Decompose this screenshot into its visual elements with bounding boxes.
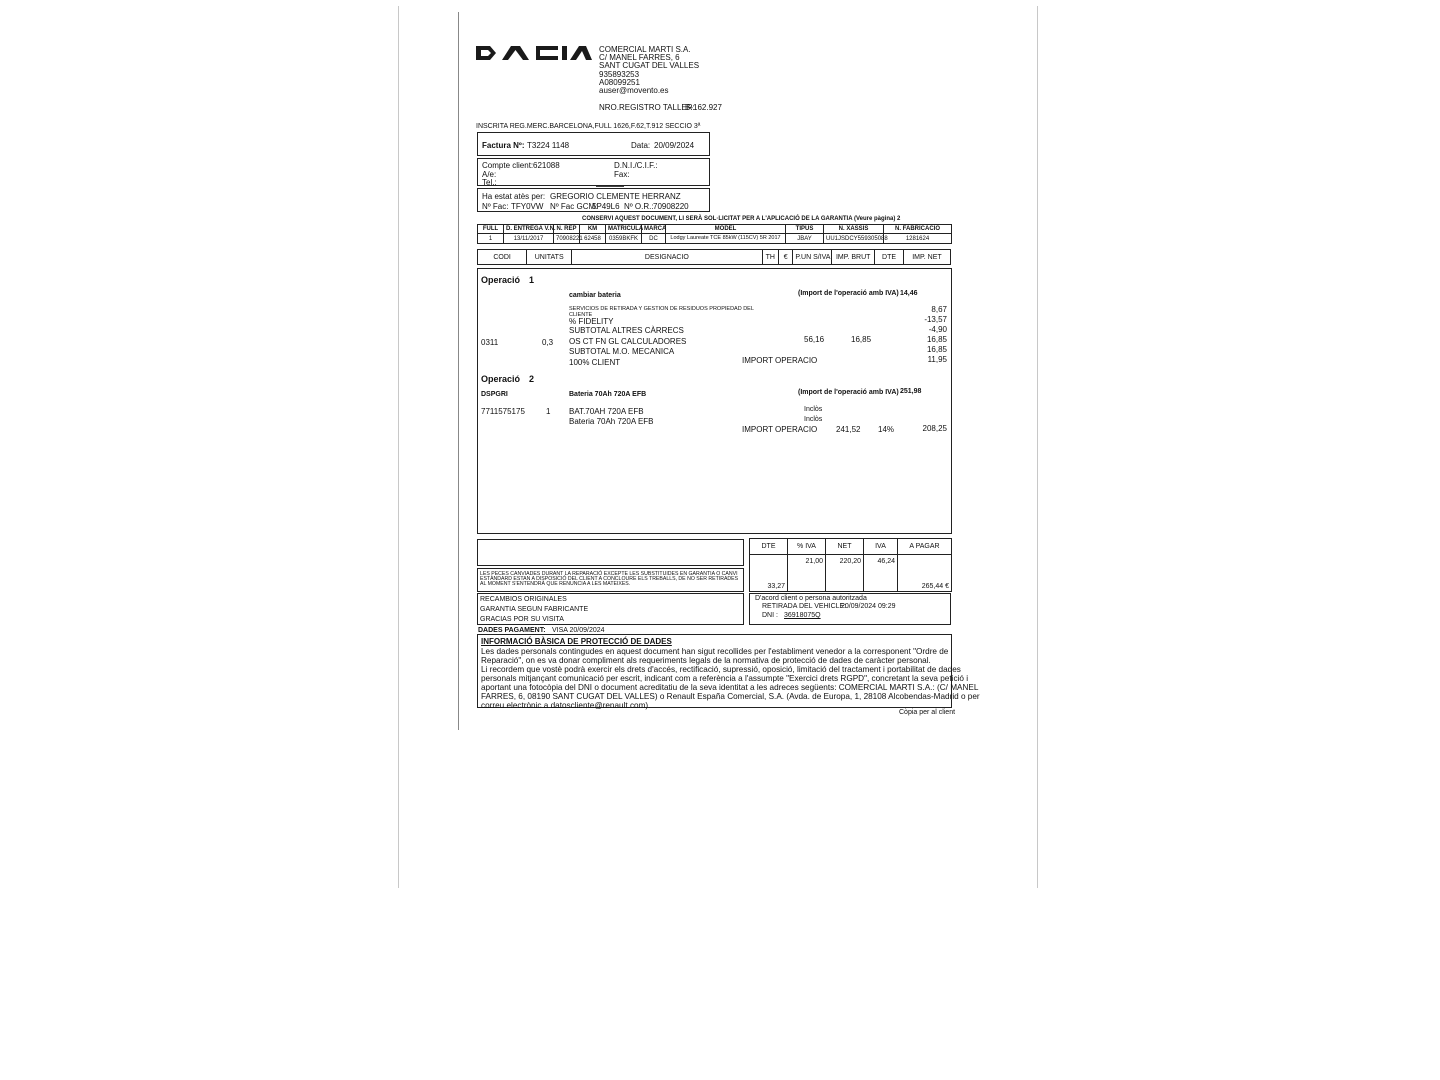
page-left-edge bbox=[398, 6, 399, 888]
op1-num: 1 bbox=[529, 275, 535, 285]
vehicle-value: UU1JSDCY559305088 bbox=[824, 234, 884, 244]
privacy-line: FARRES, 6, 08190 SANT CUGAT DEL VALLES) o Renault España Comercial, S.A. (Avda. de Europa, 1, 28108 Alcobendas-Madrid o per bbox=[481, 692, 980, 701]
op1-pun: 56,16 bbox=[804, 335, 825, 344]
vehicle-header: MARCA bbox=[642, 225, 666, 234]
op2-import-op-label: IMPORT OPERACIO bbox=[742, 425, 818, 434]
dacia-logo bbox=[474, 45, 592, 66]
op1-client100: 100% CLIENT bbox=[569, 358, 621, 367]
company-line: 935893253 bbox=[599, 70, 640, 79]
observations-box bbox=[477, 539, 744, 566]
pickup-dni-value: 36918075Q bbox=[784, 612, 821, 619]
op1-net: -13,57 bbox=[924, 315, 947, 324]
totals-table bbox=[749, 538, 952, 592]
op1-servicios: SERVICIOS DE RETIRADA Y GESTION DE RESIDUOS PROPIEDAD DEL bbox=[569, 306, 754, 312]
ates-value: GREGORIO CLEMENTE HERRANZ bbox=[550, 192, 681, 201]
op2-import-value: 251,98 bbox=[900, 388, 922, 395]
warranty-notice: CONSERVI AQUEST DOCUMENT, LI SERÀ SOL·LICITAT PER A L'APLICACIÓ DE LA GARANTIA (Veure pàgina) 2 bbox=[582, 216, 901, 222]
op1-subtotal-altres: SUBTOTAL ALTRES CÀRRECS bbox=[569, 326, 684, 335]
privacy-line: correu electrònic a datoscliente@renault.com). bbox=[481, 701, 651, 710]
column-header: IMP. BRUT bbox=[832, 250, 875, 265]
op1-brut: 16,85 bbox=[851, 335, 872, 344]
op2-inclos: Inclòs bbox=[804, 406, 823, 413]
op1-import-label: (Import de l'operació amb IVA) bbox=[798, 290, 899, 297]
op2-import-label: (Import de l'operació amb IVA) bbox=[798, 389, 899, 396]
vehicle-header: N. XASSIS bbox=[824, 225, 884, 234]
company-line: auser@movento.es bbox=[599, 86, 669, 95]
privacy-line: personals mitjançant comunicació per escrit, indicant com a referència a l'assumpte "Exercici drets RGPD", concretant la seva petició i bbox=[481, 674, 969, 683]
totals-header: A PAGAR bbox=[898, 539, 952, 555]
column-header: DTE bbox=[875, 250, 904, 265]
op1-os-label: OS CT FN GL CALCULADORES bbox=[569, 337, 687, 346]
tel-label: Tel.: bbox=[482, 178, 497, 187]
retirada-label: RETIRADA DEL VEHICLE: bbox=[762, 603, 847, 610]
peces-text: AL MOMENT S'ENTENDRÀ QUE RENUNCIA A LES MATEIXES. bbox=[480, 581, 631, 587]
op2-net: 208,25 bbox=[922, 424, 947, 433]
company-line: C/ MANEL FARRES, 6 bbox=[599, 53, 680, 62]
op1-servicios: CLIENTE bbox=[569, 312, 593, 318]
op1-fidelity: % FIDELITY bbox=[569, 317, 614, 326]
op2-item: Bateria 70Ah 720A EFB bbox=[569, 417, 654, 426]
totals-header-row bbox=[750, 539, 952, 555]
vehicle-header: D. ENTREGA V.N. bbox=[504, 225, 554, 234]
totals-net: 220,20 bbox=[826, 555, 864, 592]
op1-net: -4,90 bbox=[928, 325, 947, 334]
totals-a-pagar: 265,44 € bbox=[898, 555, 952, 592]
op2-brut: 241,52 bbox=[836, 425, 861, 434]
payment-value: VISA 20/09/2024 bbox=[552, 627, 605, 634]
op1-desc: cambiar bateria bbox=[569, 292, 621, 299]
vehicle-header: N. FABRICACIO bbox=[884, 225, 952, 234]
column-header: IMP. NET bbox=[903, 250, 950, 265]
totals-header: DTE bbox=[750, 539, 788, 555]
privacy-line: aportant una fotocòpia del DNI o document acreditatiu de la seva identitat a les adreces següents: COMERCIAL MARTI S.A.: (C/ MANEL bbox=[481, 683, 979, 692]
totals-header: IVA bbox=[864, 539, 898, 555]
vehicle-value: 70908221 bbox=[554, 234, 580, 244]
vehicle-value: Lodgy Laureate TCE 85kW (115CV) 5R 2017 bbox=[666, 234, 786, 244]
nfacgcm-value: 5P49L6 bbox=[592, 202, 620, 211]
nfacgcm-label: Nº Fac GCM: bbox=[550, 202, 598, 211]
column-header: UNITATS bbox=[527, 250, 572, 265]
op1-subtotal-mo: SUBTOTAL M.O. MECANICA bbox=[569, 347, 675, 356]
op1-unitats: 0,3 bbox=[542, 338, 554, 347]
vehicle-value: 1 bbox=[478, 234, 504, 244]
vehicle-value: 62458 bbox=[580, 234, 606, 244]
column-header: € bbox=[778, 250, 792, 265]
registro-label: NRO.REGISTRO TALLER: bbox=[599, 103, 695, 112]
vehicle-value: 13/11/2017 bbox=[504, 234, 554, 244]
totals-iva-pct: 21,00 bbox=[788, 555, 826, 592]
factura-value: T3224 1148 bbox=[527, 141, 570, 150]
dni-label: D.N.I./C.I.F.: bbox=[614, 161, 658, 170]
company-line: A08099251 bbox=[599, 78, 640, 87]
op1-net: 11,95 bbox=[927, 355, 947, 364]
privacy-line: Les dades personals contingudes en aquest document han sigut recollides per l'establiment venedor a la corresponent "Ordre de bbox=[481, 647, 949, 656]
vehicle-header: KM bbox=[580, 225, 606, 234]
company-line: COMERCIAL MARTI S.A. bbox=[599, 45, 691, 54]
op2-num: 2 bbox=[529, 374, 535, 384]
privacy-line: Reparació", on es va donar compliment als requeriments legals de la normativa de protecció de dades de caràcter personal. bbox=[481, 656, 931, 665]
acord-text: D'acord client o persona autoritzada bbox=[755, 595, 867, 602]
pickup-dni-label: DNI : bbox=[762, 612, 778, 619]
totals-header: % IVA bbox=[788, 539, 826, 555]
op2-dte: 14% bbox=[878, 425, 895, 434]
op2-item: BAT.70AH 720A EFB bbox=[569, 407, 644, 416]
totals-header: NET bbox=[826, 539, 864, 555]
totals-value-row bbox=[750, 555, 952, 592]
payment-label: DADES PAGAMENT: bbox=[478, 627, 546, 634]
column-header: CODI bbox=[478, 250, 527, 265]
footer-copy: Còpia per al client bbox=[899, 709, 956, 716]
op2-desc: Bateria 70Ah 720A EFB bbox=[569, 391, 647, 398]
op1-import-value: 14,46 bbox=[900, 290, 918, 297]
vehicle-value: DC bbox=[642, 234, 666, 244]
compte-label: Compte client: bbox=[482, 161, 534, 170]
blank-underline bbox=[596, 186, 624, 187]
vehicle-table bbox=[477, 224, 952, 244]
garantia-text: GARANTIA SEGUN FABRICANTE bbox=[480, 606, 589, 613]
column-header: DESIGNACIO bbox=[572, 250, 762, 265]
op1-title: Operació bbox=[481, 275, 521, 285]
peces-text: LES PECES CANVIADES DURANT LA REPARACIÓ EXCEPTE LES SUBSTITUIDES EN GARANTIA O CANVI bbox=[480, 571, 738, 577]
column-header: TH bbox=[762, 250, 778, 265]
vehicle-header-row bbox=[478, 225, 952, 234]
op1-codi: 0311 bbox=[481, 338, 499, 347]
vehicle-header: FULL bbox=[478, 225, 504, 234]
gracias-text: GRACIAS POR SU VISITA bbox=[480, 616, 564, 623]
totals-dte: 33,27 bbox=[750, 555, 788, 592]
retirada-value: 20/09/2024 09:29 bbox=[841, 603, 896, 610]
privacy-line: Li recordem que vostè podrà exercir els drets d'accés, rectificació, supressió, oposició, limitació del tractament i portabilitat de dades bbox=[481, 665, 961, 674]
op1-net: 8,67 bbox=[931, 305, 947, 314]
columns-header bbox=[477, 249, 951, 265]
vehicle-value: JBAY bbox=[786, 234, 824, 244]
inscrita-text: INSCRITA REG.MERC.BARCELONA,FULL 1626,F.62,T.912 SECCIO 3ª bbox=[476, 123, 701, 130]
peces-text: ESTÀNDARD ESTAN A DISPOSICIÓ DEL CLIENT A CONCLOURE ELS TREBALLS, DE NO SER RETIRADES bbox=[480, 576, 739, 582]
vehicle-header: MATRICULA bbox=[606, 225, 642, 234]
nor-value: 70908220 bbox=[653, 202, 689, 211]
op1-net: 16,85 bbox=[926, 345, 947, 354]
scan-margin-line bbox=[458, 12, 459, 730]
data-value: 20/09/2024 bbox=[654, 141, 695, 150]
totals-iva: 46,24 bbox=[864, 555, 898, 592]
nor-label: Nº O.R.: bbox=[624, 202, 654, 211]
op2-unitats: 1 bbox=[546, 407, 551, 416]
vehicle-value: 0359BKFK bbox=[606, 234, 642, 244]
column-header: P.UN S/IVA bbox=[793, 250, 832, 265]
nfac-value: TFY0VW bbox=[511, 202, 544, 211]
vehicle-header: MODEL bbox=[666, 225, 786, 234]
op1-net: 16,85 bbox=[926, 335, 947, 344]
privacy-title: INFORMACIÓ BÀSICA DE PROTECCIÓ DE DADES bbox=[481, 637, 672, 646]
ates-label: Ha estat atès per: bbox=[482, 192, 546, 201]
recambios-text: RECAMBIOS ORIGINALES bbox=[480, 596, 567, 603]
data-label: Data: bbox=[631, 141, 651, 150]
company-line: SANT CUGAT DEL VALLES bbox=[599, 61, 700, 70]
registro-value: B-162.927 bbox=[685, 103, 722, 112]
op1-import-op-label: IMPORT OPERACIO bbox=[742, 356, 818, 365]
nfac-label: Nº Fac: bbox=[482, 202, 509, 211]
ae-label: A/e: bbox=[482, 170, 497, 179]
fax-label: Fax: bbox=[614, 170, 630, 179]
factura-label: Factura Nº: bbox=[482, 141, 525, 150]
page-right-edge bbox=[1037, 6, 1038, 888]
vehicle-header: TIPUS bbox=[786, 225, 824, 234]
vehicle-header: N. REP bbox=[554, 225, 580, 234]
op2-code: DSPGRI bbox=[481, 391, 508, 398]
op2-ref: 7711575175 bbox=[481, 407, 525, 416]
vehicle-value-row bbox=[478, 234, 952, 244]
compte-value: 621088 bbox=[533, 161, 560, 170]
vehicle-value: 1281624 bbox=[884, 234, 952, 244]
op2-inclos: Inclòs bbox=[804, 416, 823, 423]
op2-title: Operació bbox=[481, 374, 521, 384]
